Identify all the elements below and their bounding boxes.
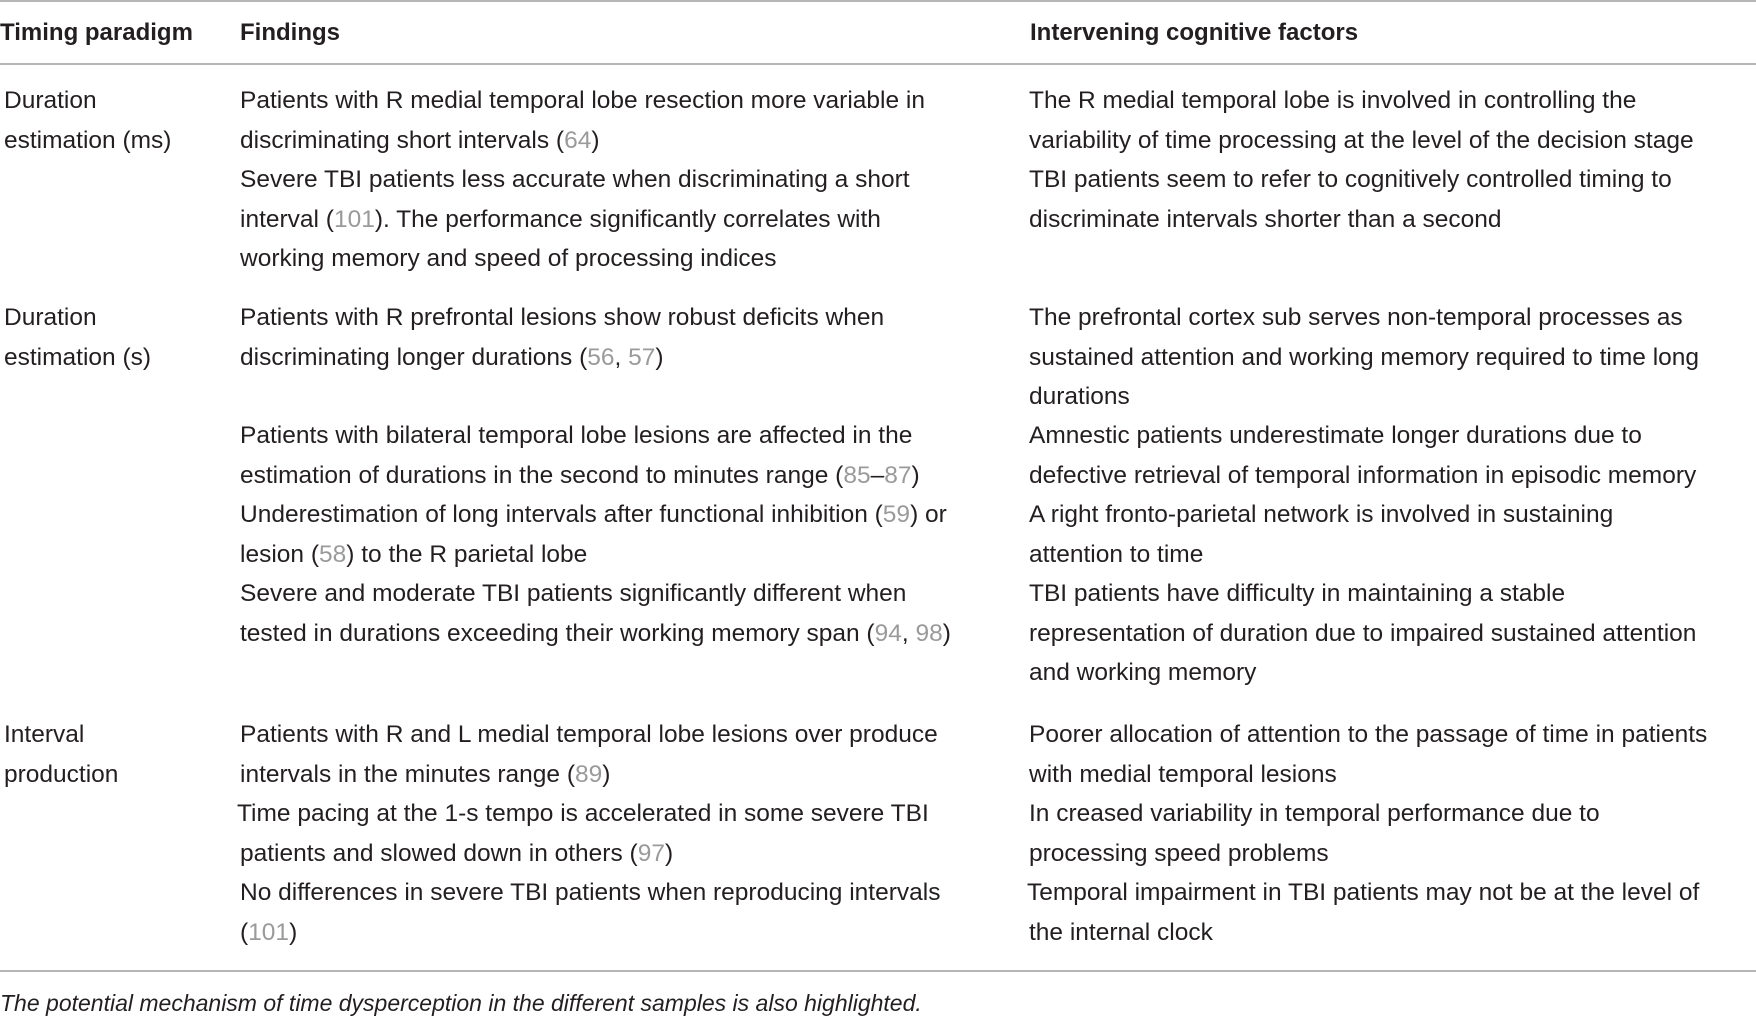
factor-line: attention to time bbox=[1029, 540, 1204, 568]
factor-cell bbox=[1029, 81, 1694, 160]
factor-line: A right fronto-parietal network is involved in sustaining bbox=[1029, 501, 1614, 528]
citation-ref[interactable]: 87 bbox=[884, 461, 912, 489]
factor-cell bbox=[1029, 495, 1613, 574]
factor-cell bbox=[1029, 794, 1600, 873]
finding-cell bbox=[240, 574, 951, 653]
factor-line: TBI patients have difficulty in maintaining a stable bbox=[1029, 580, 1566, 607]
citation-ref[interactable]: 85 bbox=[843, 461, 871, 489]
header-cognitive-factors: Intervening cognitive factors bbox=[1030, 19, 1359, 46]
paradigm-line: estimation (ms) bbox=[4, 126, 172, 154]
factor-cell bbox=[1029, 416, 1696, 495]
finding-cell bbox=[240, 298, 884, 377]
finding-line: tested in durations exceeding their working memory span (94, 98) bbox=[240, 619, 951, 647]
factor-line: Amnestic patients underestimate longer durations due to bbox=[1029, 422, 1642, 449]
finding-line: Patients with R medial temporal lobe resection more variable in bbox=[240, 87, 925, 114]
factor-line: the internal clock bbox=[1029, 918, 1213, 946]
citation-ref[interactable]: 58 bbox=[318, 540, 347, 568]
factor-cell bbox=[1029, 298, 1699, 417]
citation-ref[interactable]: 56 bbox=[587, 343, 615, 371]
citation-ref[interactable]: 59 bbox=[882, 501, 911, 528]
finding-line: discriminating short intervals (64) bbox=[240, 126, 600, 154]
citation-ref[interactable]: 101 bbox=[248, 918, 290, 946]
header-findings: Findings bbox=[240, 19, 340, 46]
factor-line: defective retrieval of temporal information in episodic memory bbox=[1029, 461, 1697, 489]
finding-cell bbox=[240, 495, 947, 574]
paradigm-line: Interval bbox=[4, 721, 85, 748]
finding-line: Severe and moderate TBI patients significantly different when bbox=[240, 580, 907, 607]
finding-line: interval (101). The performance significantly correlates with bbox=[240, 205, 881, 233]
finding-line: patients and slowed down in others (97) bbox=[240, 839, 674, 867]
finding-line: Severe TBI patients less accurate when discriminating a short bbox=[240, 166, 910, 193]
finding-line: working memory and speed of processing indices bbox=[240, 245, 777, 272]
paradigm-cell bbox=[4, 715, 118, 794]
factor-line: TBI patients seem to refer to cognitively controlled timing to bbox=[1029, 166, 1672, 193]
factor-line: variability of time processing at the level of the decision stage bbox=[1029, 126, 1694, 154]
citation-ref[interactable]: 98 bbox=[915, 619, 943, 647]
citation-ref[interactable]: 97 bbox=[637, 839, 665, 867]
factor-line: The R medial temporal lobe is involved in controlling the bbox=[1029, 87, 1637, 114]
finding-line: Patients with R and L medial temporal lobe lesions over produce bbox=[240, 721, 938, 748]
paradigm-line: Duration bbox=[4, 87, 97, 114]
paradigm-line: production bbox=[4, 760, 119, 788]
factor-cell bbox=[1029, 715, 1707, 794]
paradigm-line: Duration bbox=[4, 304, 97, 331]
finding-line: Patients with bilateral temporal lobe lesions are affected in the bbox=[240, 422, 913, 449]
table-footnote: The potential mechanism of time dysperception in the different samples is also highlighted. bbox=[0, 990, 922, 1016]
factor-line: sustained attention and working memory required to time long bbox=[1029, 343, 1700, 371]
factor-cell bbox=[1027, 873, 1699, 952]
finding-cell bbox=[237, 794, 929, 873]
factor-line: and working memory bbox=[1029, 659, 1257, 686]
finding-line: Time pacing at the 1-s tempo is accelerated in some severe TBI bbox=[237, 800, 929, 827]
factor-line: In creased variability in temporal performance due to bbox=[1029, 800, 1600, 827]
citation-ref[interactable]: 89 bbox=[575, 760, 603, 788]
factor-line: The prefrontal cortex sub serves non-temporal processes as bbox=[1029, 304, 1683, 331]
factor-line: durations bbox=[1029, 383, 1130, 410]
finding-line: estimation of durations in the second to minutes range (85–87) bbox=[240, 461, 920, 489]
paradigm-cell bbox=[4, 81, 171, 160]
finding-line: lesion (58) to the R parietal lobe bbox=[240, 540, 588, 568]
factor-line: Temporal impairment in TBI patients may not be at the level of bbox=[1027, 879, 1700, 906]
header-timing-paradigm: Timing paradigm bbox=[0, 19, 193, 46]
header-rule bbox=[0, 63, 1756, 65]
table-bottom-rule bbox=[0, 970, 1756, 972]
finding-cell bbox=[240, 715, 938, 794]
citation-ref[interactable]: 64 bbox=[564, 126, 592, 154]
factor-line: with medial temporal lesions bbox=[1029, 760, 1337, 788]
finding-cell bbox=[240, 81, 925, 160]
factor-line: discriminate intervals shorter than a second bbox=[1029, 205, 1502, 233]
finding-line: Underestimation of long intervals after functional inhibition (59) or bbox=[240, 501, 947, 528]
factor-line: Poorer allocation of attention to the passage of time in patients bbox=[1029, 721, 1708, 748]
finding-line: No differences in severe TBI patients when reproducing intervals bbox=[240, 879, 941, 906]
factor-line: representation of duration due to impaired sustained attention bbox=[1029, 619, 1697, 647]
table-top-rule bbox=[0, 0, 1756, 2]
citation-ref[interactable]: 94 bbox=[874, 619, 902, 647]
finding-line: Patients with R prefrontal lesions show robust deficits when bbox=[240, 304, 885, 331]
citation-ref[interactable]: 101 bbox=[333, 205, 375, 233]
finding-line: intervals in the minutes range (89) bbox=[240, 760, 611, 788]
finding-line: discriminating longer durations (56, 57) bbox=[240, 343, 664, 371]
finding-line: (101) bbox=[240, 918, 298, 946]
factor-cell bbox=[1029, 160, 1672, 239]
factor-line: processing speed problems bbox=[1029, 839, 1329, 867]
finding-cell bbox=[240, 160, 910, 279]
factor-cell bbox=[1029, 574, 1696, 693]
paradigm-line: estimation (s) bbox=[4, 343, 152, 371]
finding-cell bbox=[240, 873, 940, 952]
paradigm-cell bbox=[4, 298, 151, 377]
citation-ref[interactable]: 57 bbox=[628, 343, 656, 371]
finding-cell bbox=[240, 416, 920, 495]
